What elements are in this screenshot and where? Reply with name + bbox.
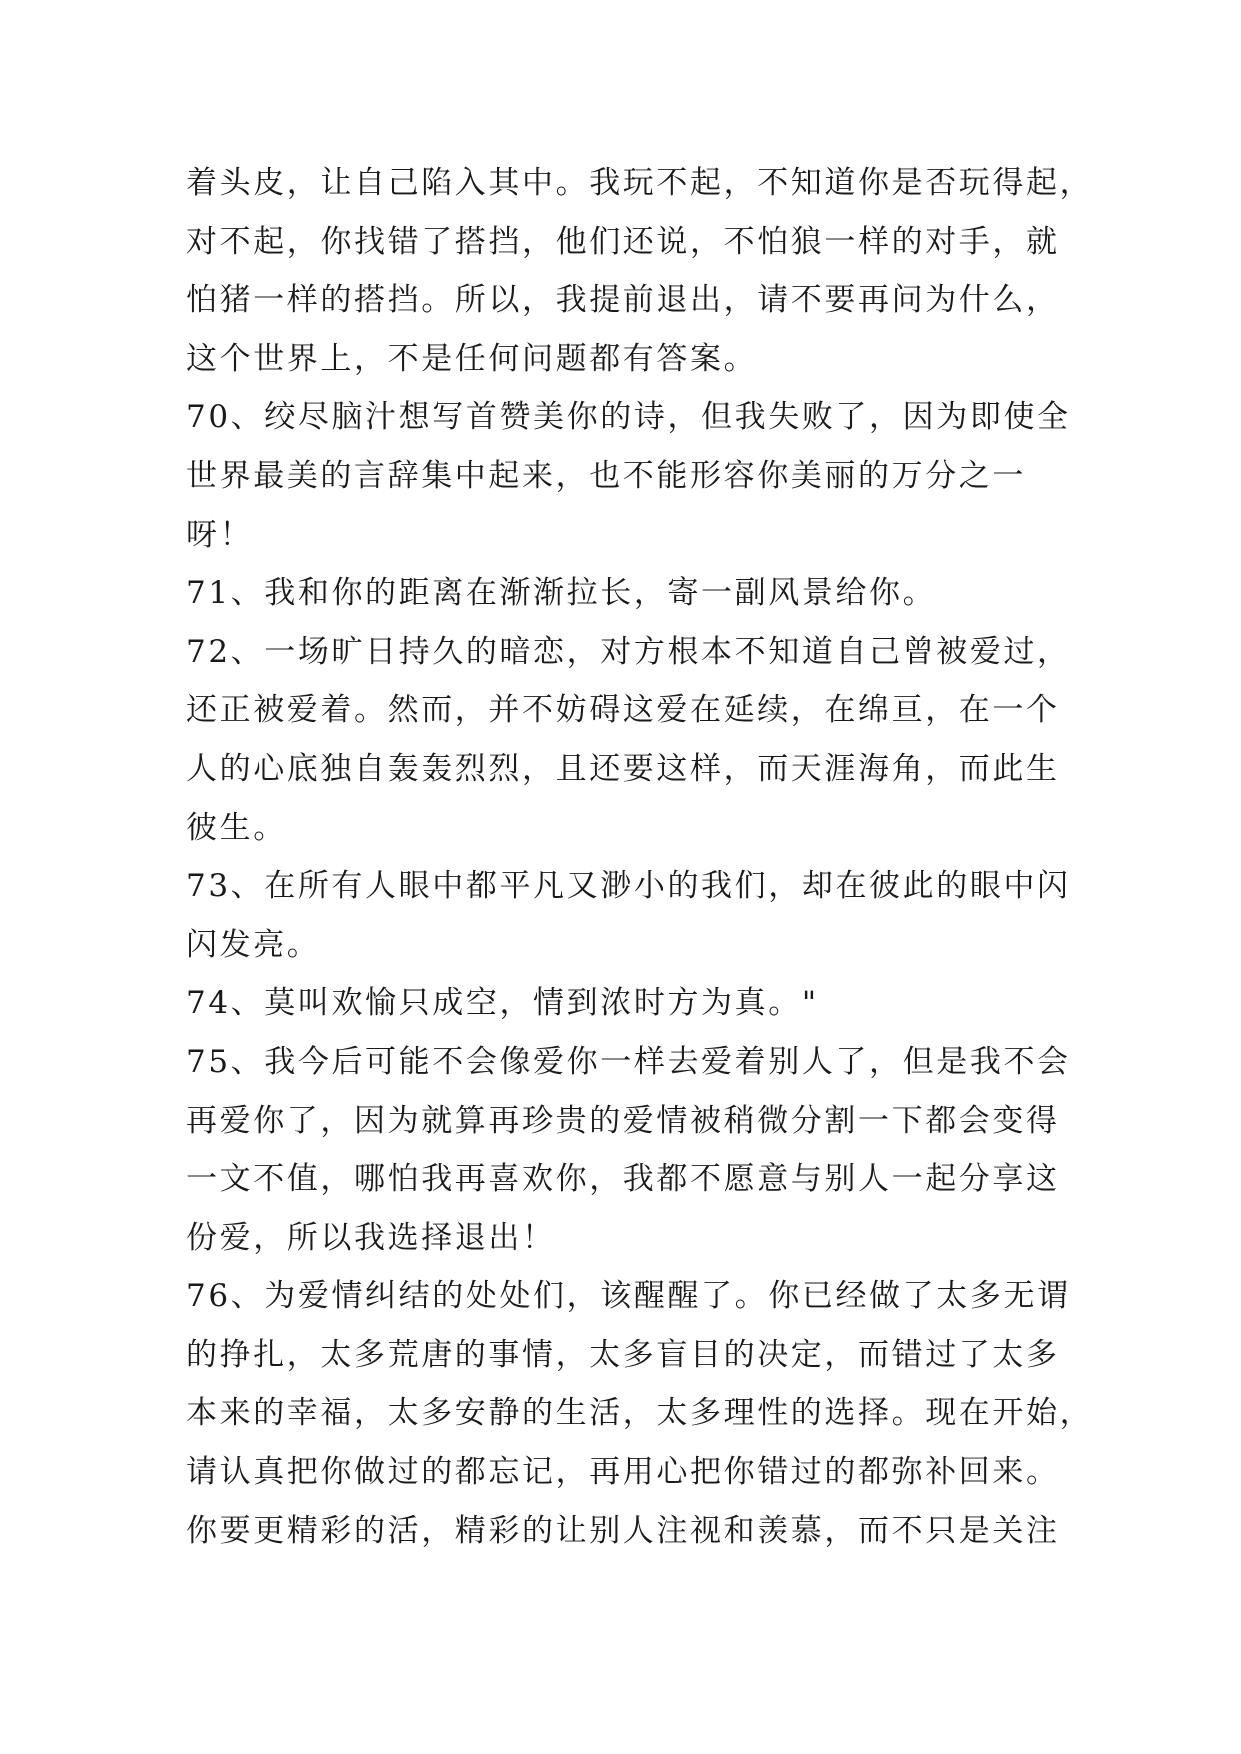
text-line: 本来的幸福，太多安静的生活，太多理性的选择。现在开始， xyxy=(186,1395,1094,1432)
text-line: 怕猪一样的搭挡。所以，我提前退出，请不要再问为什么， xyxy=(186,282,1060,319)
text-line: 的挣扎，太多荒唐的事情，太多盲目的决定，而错过了太多 xyxy=(186,1336,1060,1373)
text-line: 彼生。 xyxy=(186,809,287,846)
text-line: 一文不值，哪怕我再喜欢你，我都不愿意与别人一起分享这 xyxy=(186,1161,1060,1198)
text-line: 请认真把你做过的都忘记，再用心把你错过的都弥补回来。 xyxy=(186,1454,1060,1491)
text-line: 75、我今后可能不会像爱你一样去爱着别人了，但是我不会 xyxy=(186,1043,1071,1080)
text-line: 74、莫叫欢愉只成空，情到浓时方为真。" xyxy=(186,985,819,1022)
document-body xyxy=(186,154,1094,1560)
text-line: 份爱，所以我选择退出！ xyxy=(186,1219,556,1256)
text-line: 闪发亮。 xyxy=(186,926,321,963)
text-line: 着头皮，让自己陷入其中。我玩不起，不知道你是否玩得起， xyxy=(186,165,1094,201)
text-line: 76、为爱情纠结的处处们，该醒醒了。你已经做了太多无谓 xyxy=(186,1278,1071,1315)
text-line: 世界最美的言辞集中起来，也不能形容你美丽的万分之一 xyxy=(186,457,1026,494)
text-line: 71、我和你的距离在渐渐拉长，寄一副风景给你。 xyxy=(186,575,937,612)
text-line: 72、一场旷日持久的暗恋，对方根本不知道自己曾被爱过， xyxy=(186,633,1071,670)
text-line: 呀！ xyxy=(186,516,254,553)
text-line: 70、绞尽脑汁想写首赞美你的诗，但我失败了，因为即使全 xyxy=(186,399,1071,436)
text-line: 还正被爱着。然而，并不妨碍这爱在延续，在绵亘，在一个 xyxy=(186,692,1060,729)
text-line: 这个世界上，不是任何问题都有答案。 xyxy=(186,340,758,377)
text-line: 人的心底独自轰轰烈烈，且还要这样，而天涯海角，而此生 xyxy=(186,750,1060,787)
text-line: 再爱你了，因为就算再珍贵的爱情被稍微分割一下都会变得 xyxy=(186,1102,1060,1139)
text-line: 对不起，你找错了搭挡，他们还说，不怕狼一样的对手，就 xyxy=(186,223,1060,260)
text-line: 73、在所有人眼中都平凡又渺小的我们，却在彼此的眼中闪 xyxy=(186,868,1071,905)
text-line: 你要更精彩的活，精彩的让别人注视和羡慕，而不只是关注 xyxy=(186,1512,1060,1549)
